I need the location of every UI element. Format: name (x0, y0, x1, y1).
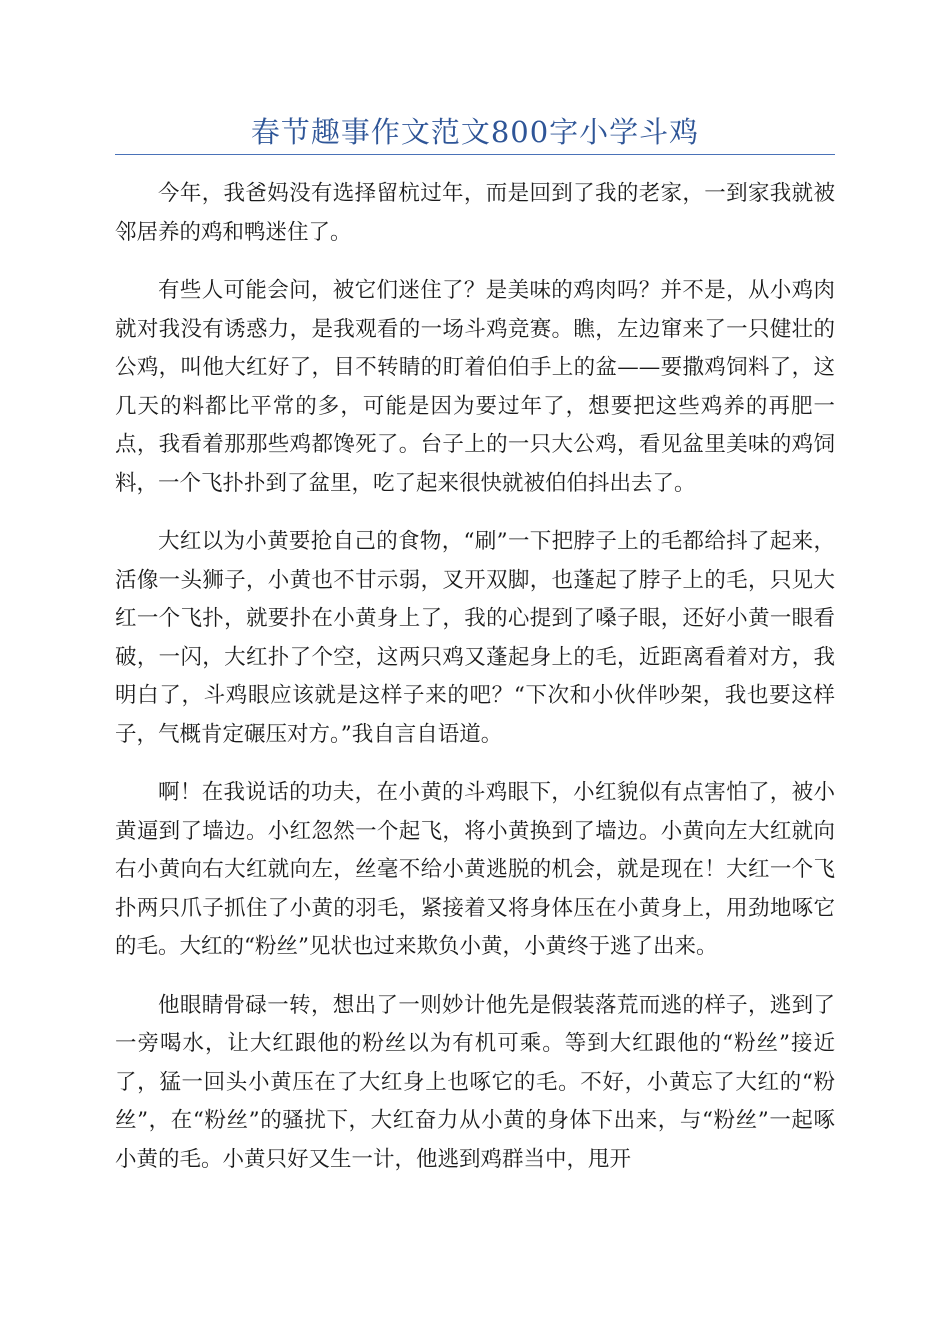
paragraph-3: 大红以为小黄要抢自己的食物，“刷”一下把脖子上的毛都给抖了起来，活像一头狮子，小黄也不甘示弱，叉开双脚，也蓬起了脖子上的毛，只见大红一个飞扑，就要扑在小黄身上了，我的心提到了嗓子眼，还好小黄一眼看破，一闪，大红扑了个空，这两只鸡又蓬起身上的毛，近距离看着对方，我明白了，斗鸡眼应该就是这样子来的吧？“下次和小伙伴吵架，我也要这样子，气概肯定碾压对方。”我自言自语道。 (115, 529, 835, 747)
title-underline (115, 154, 835, 155)
paragraph-5: 他眼睛骨碌一转，想出了一则妙计他先是假装落荒而逃的样子，逃到了一旁喝水，让大红跟他的粉丝以为有机可乘。等到大红跟他的“粉丝”接近了，猛一回头小黄压在了大红身上也啄它的毛。不好，小黄忘了大红的“粉丝”，在“粉丝”的骚扰下，大红奋力从小黄的身体下出来，与“粉丝”一起啄小黄的毛。小黄只好又生一计，他逃到鸡群当中，甩开 (115, 992, 835, 1172)
document-title: 春节趣事作文范文800字小学斗鸡 (250, 115, 700, 149)
paragraph-4: 啊！在我说话的功夫，在小黄的斗鸡眼下，小红貌似有点害怕了，被小黄逼到了墙边。小红忽然一个起飞，将小黄换到了墙边。小黄向左大红就向右小黄向右大红就向左，丝毫不给小黄逃脱的机会，就是现在！大红一个飞扑两只爪子抓住了小黄的羽毛，紧接着又将身体压在小黄身上，用劲地啄它的毛。大红的“粉丝”见状也过来欺负小黄，小黄终于逃了出来。 (115, 780, 835, 959)
document-body (115, 175, 835, 1199)
paragraph-1: 今年，我爸妈没有选择留杭过年，而是回到了我的老家，一到家我就被邻居养的鸡和鸭迷住了。 (115, 181, 835, 245)
paragraph-2: 有些人可能会问，被它们迷住了？是美味的鸡肉吗？并不是，从小鸡肉就对我没有诱惑力，是我观看的一场斗鸡竞赛。瞧，左边窜来了一只健壮的公鸡，叫他大红好了，目不转睛的盯着伯伯手上的盆——要撒鸡饲料了，这几天的料都比平常的多，可能是因为要过年了，想要把这些鸡养的再肥一点，我看着那那些鸡都馋死了。台子上的一只大公鸡，看见盆里美味的鸡饲料，一个飞扑扑到了盆里，吃了起来很快就被伯伯抖出去了。 (115, 278, 835, 496)
